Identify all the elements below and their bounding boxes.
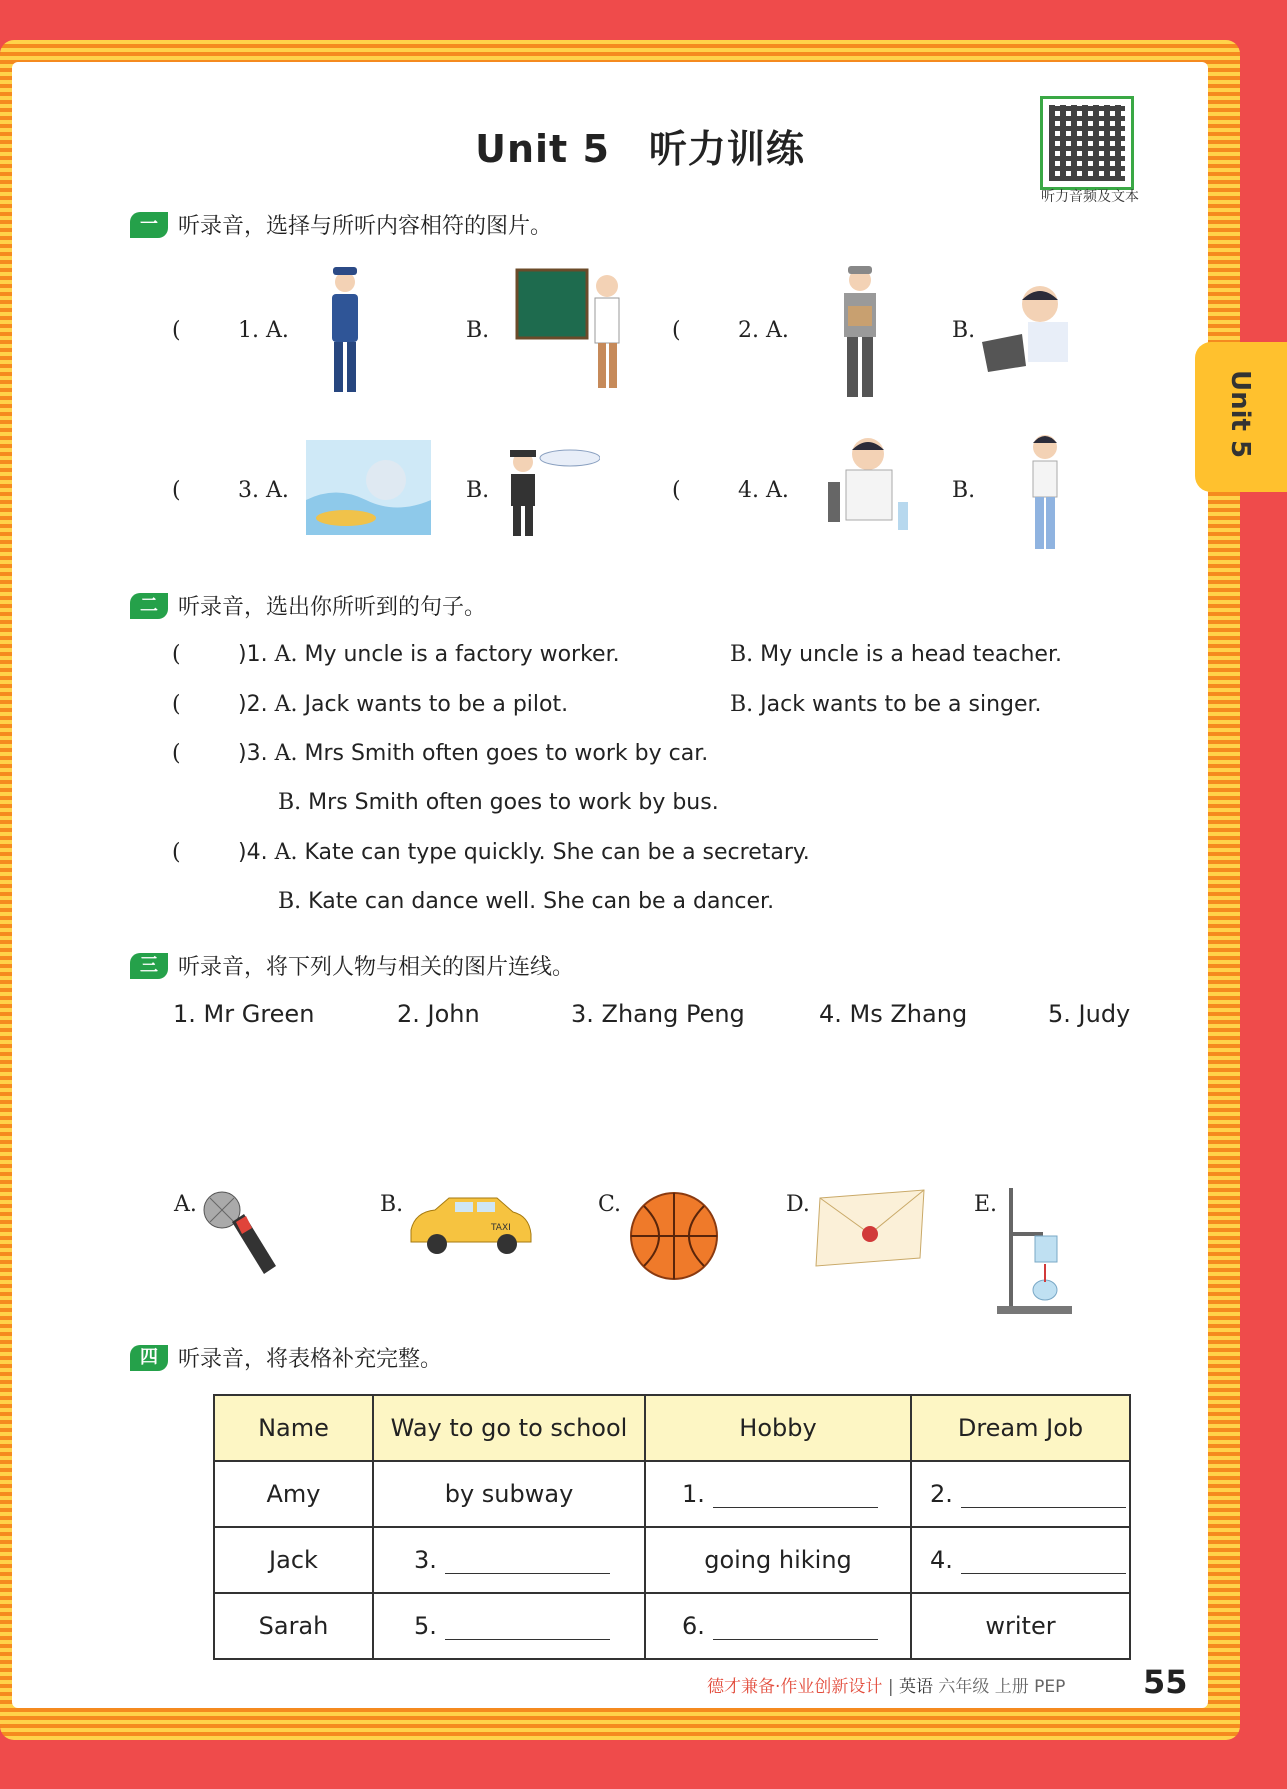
s2-q1-num: )1. (238, 642, 268, 667)
lab-stand-image[interactable] (995, 1186, 1075, 1316)
police-officer-image (320, 262, 370, 397)
footer-separator: | (887, 1677, 894, 1697)
section-4-heading (130, 1342, 442, 1373)
footer-term: 上册 (994, 1677, 1029, 1697)
footer-info (707, 1672, 1065, 1697)
s2-q2-b (730, 692, 1042, 717)
envelope-image[interactable] (812, 1188, 927, 1268)
person-name[interactable]: 4. Ms Zhang (819, 1000, 968, 1028)
s2-q4-b-text: Kate can dance well. She can be a dancer. (308, 889, 775, 914)
table-header: Dream Job (911, 1395, 1130, 1461)
section-3-instruction: 听录音，将下列人物与相关的图片连线。 (178, 955, 575, 980)
section-2-instruction: 听录音，选出你所听到的句子。 (178, 595, 487, 620)
pic-a-label: A. (174, 1192, 197, 1217)
s2-q4-b (278, 889, 774, 914)
pic-e-label: E. (974, 1192, 998, 1217)
taxi-image[interactable] (405, 1190, 535, 1260)
answer-blank[interactable] (713, 1485, 878, 1508)
s1-q3-row[interactable]: ( (172, 478, 181, 503)
s1-q3-option-b: B. (466, 478, 490, 503)
teacher-at-blackboard-image (515, 268, 625, 393)
table-header-row (214, 1395, 1130, 1461)
s2-q2 (238, 692, 568, 717)
blank-number: 1. (682, 1480, 705, 1508)
s1-q3-label: 3. A. (238, 478, 289, 503)
table-cell-blank[interactable] (911, 1461, 1130, 1527)
table-row (214, 1461, 1130, 1527)
person-name[interactable]: 1. Mr Green (173, 1000, 315, 1028)
pic-b-label: B. (380, 1192, 404, 1217)
s2-q4-a: Kate can type quickly. She can be a secretary. (304, 840, 810, 865)
table-cell-blank[interactable] (373, 1527, 645, 1593)
basketball-image[interactable] (628, 1190, 720, 1282)
s1-q2-option-b: B. (952, 318, 976, 343)
answer-blank[interactable] (713, 1617, 878, 1640)
blank-number: 5. (414, 1612, 437, 1640)
table-cell: Sarah (214, 1593, 373, 1659)
pic-d-label: D. (786, 1192, 810, 1217)
s2-q2-a: Jack wants to be a pilot. (304, 692, 569, 717)
s1-q2-row[interactable]: ( (672, 318, 681, 343)
section-3-badge: 三 (130, 953, 168, 979)
s1-q1-label: 1. A. (238, 318, 289, 343)
table-cell-blank[interactable] (373, 1593, 645, 1659)
s2-q3 (238, 741, 708, 766)
s2-q3-b (278, 790, 719, 815)
s2-q2-b-label: B. (730, 692, 754, 717)
s2-q3-a: Mrs Smith often goes to work by car. (304, 741, 709, 766)
s2-q3-b-text: Mrs Smith often goes to work by bus. (308, 790, 719, 815)
footer-subject: 英语 (898, 1677, 933, 1697)
section-1-badge: 一 (130, 212, 168, 238)
office-worker-laptop-image (980, 282, 1095, 377)
footer-brand: 德才兼备·作业创新设计 (707, 1677, 883, 1697)
page-title: Unit 5 听力训练 (475, 127, 805, 171)
s2-q4-a-label: A. (274, 840, 298, 865)
table-cell: writer (911, 1593, 1130, 1659)
unit-side-tab (1195, 342, 1287, 492)
s2-q3-b-label: B. (278, 790, 302, 815)
s2-q4 (238, 840, 810, 865)
sea-rescue-image (306, 440, 431, 535)
taxi-sign-text: TAXI (491, 1223, 511, 1233)
footer-edition: PEP (1034, 1677, 1066, 1697)
info-table (213, 1394, 1131, 1660)
section-2-badge: 二 (130, 593, 168, 619)
section-1-heading (130, 209, 552, 240)
pilot-and-plane-image (495, 440, 600, 538)
table-cell: Jack (214, 1527, 373, 1593)
s2-q4-paren[interactable]: ( (172, 840, 181, 865)
microphone-image[interactable] (200, 1188, 280, 1278)
table-cell-blank[interactable] (645, 1461, 911, 1527)
footer-grade: 六年级 (938, 1677, 990, 1697)
table-header: Hobby (645, 1395, 911, 1461)
s2-q3-paren[interactable]: ( (172, 741, 181, 766)
answer-blank[interactable] (961, 1485, 1126, 1508)
s2-q3-num: )3. (238, 741, 268, 766)
s2-q1-b-text: My uncle is a head teacher. (760, 642, 1062, 667)
table-cell: going hiking (645, 1527, 911, 1593)
section-3-heading (130, 950, 574, 981)
s2-q4-b-label: B. (278, 889, 302, 914)
s2-q1-a: My uncle is a factory worker. (304, 642, 620, 667)
table-cell-blank[interactable] (645, 1593, 911, 1659)
pic-c-label: C. (598, 1192, 622, 1217)
s2-q2-b-text: Jack wants to be a singer. (760, 692, 1042, 717)
answer-blank[interactable] (445, 1617, 610, 1640)
s1-q2-label: 2. A. (738, 318, 789, 343)
s2-q2-a-label: A. (274, 692, 298, 717)
s2-q2-num: )2. (238, 692, 268, 717)
s2-q4-num: )4. (238, 840, 268, 865)
qr-code[interactable] (1040, 96, 1134, 190)
s2-q1 (238, 642, 620, 667)
s2-q1-a-label: A. (274, 642, 298, 667)
girl-speaking-image (1015, 425, 1075, 555)
section-4-badge: 四 (130, 1345, 168, 1371)
table-cell: by subway (373, 1461, 645, 1527)
person-name[interactable]: 2. John (397, 1000, 480, 1028)
scientist-microscope-image (818, 432, 923, 540)
s1-q4-option-b: B. (952, 478, 976, 503)
s2-q1-paren[interactable]: ( (172, 642, 181, 667)
table-row (214, 1527, 1130, 1593)
section-4-instruction: 听录音，将表格补充完整。 (178, 1347, 443, 1372)
s2-q1-b (730, 642, 1062, 667)
table-header: Name (214, 1395, 373, 1461)
table-row (214, 1593, 1130, 1659)
blank-number: 2. (930, 1480, 953, 1508)
delivery-worker-image (830, 260, 890, 402)
s1-q4-row[interactable]: ( (672, 478, 681, 503)
answer-blank[interactable] (445, 1551, 610, 1574)
s2-q2-paren[interactable]: ( (172, 692, 181, 717)
blank-number: 6. (682, 1612, 705, 1640)
qr-caption: 听力音频及文本 (1041, 189, 1139, 205)
s1-q4-label: 4. A. (738, 478, 789, 503)
person-name[interactable]: 5. Judy (1048, 1000, 1131, 1028)
page-number: 55 (1143, 1663, 1188, 1701)
qr-code-pattern (1049, 105, 1125, 181)
blank-number: 3. (414, 1546, 437, 1574)
table-cell: Amy (214, 1461, 373, 1527)
table-cell-blank[interactable] (911, 1527, 1130, 1593)
s2-q1-b-label: B. (730, 642, 754, 667)
answer-blank[interactable] (961, 1551, 1126, 1574)
unit-side-tab-label: Unit 5 (1225, 370, 1255, 459)
s2-q3-a-label: A. (274, 741, 298, 766)
blank-number: 4. (930, 1546, 953, 1574)
section-1-instruction: 听录音，选择与所听内容相符的图片。 (178, 214, 553, 239)
person-name[interactable]: 3. Zhang Peng (571, 1000, 745, 1028)
table-header: Way to go to school (373, 1395, 645, 1461)
s1-q1-row[interactable]: ( (172, 318, 181, 343)
s1-q1-option-b: B. (466, 318, 490, 343)
section-2-heading (130, 590, 486, 621)
